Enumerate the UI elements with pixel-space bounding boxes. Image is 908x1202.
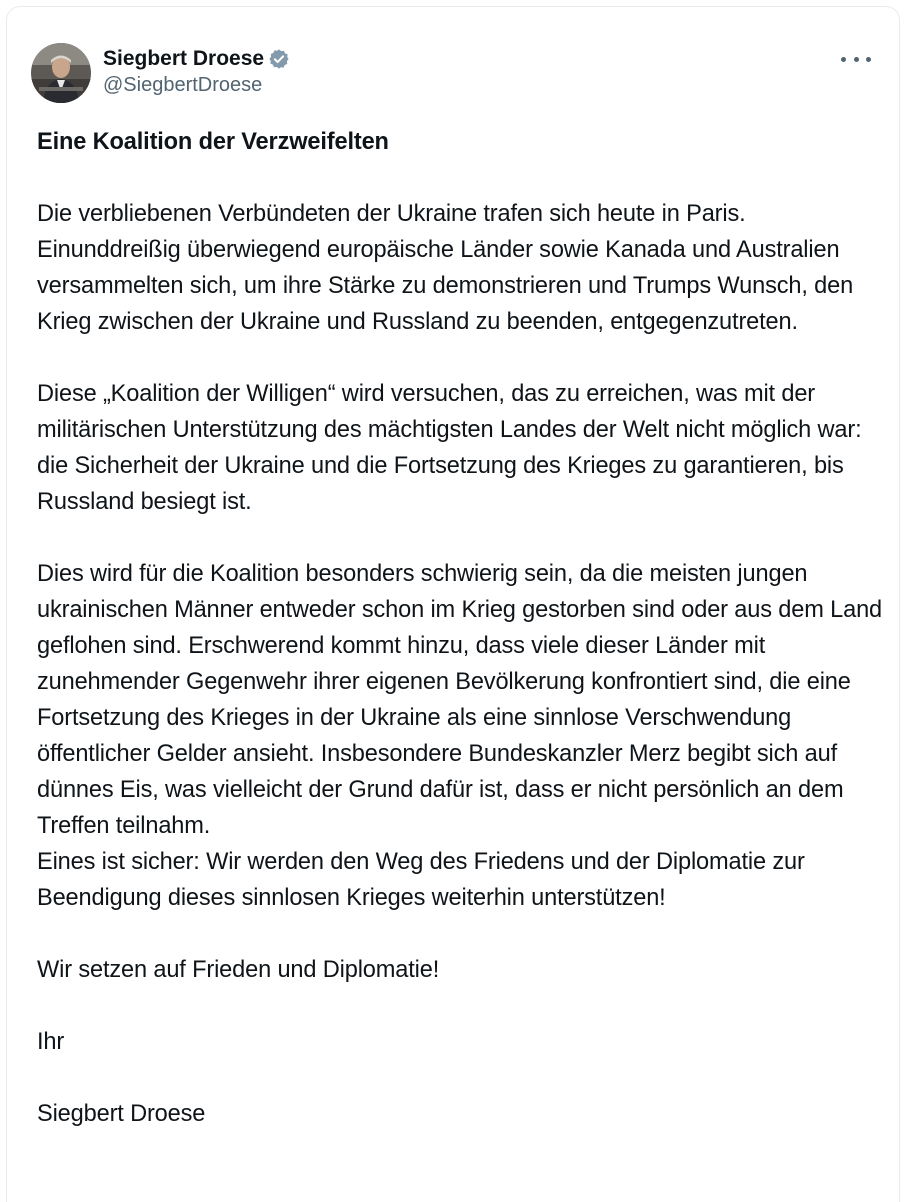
- name-row: [103, 45, 290, 73]
- tweet-paragraph: Dies wird für die Koalition besonders schwierig sein, da die meisten jungen ukrainischen Männer entweder schon im Krieg gestorben sind oder aus dem Land geflohen sind. Erschwerend kommt hinzu, dass viele dieser Länder mit zunehmender Gegenwehr ihrer eigenen Bevölkerung konfrontiert sind, die eine Fortsetzung des Krieges in der Ukraine als eine sinnlose Verschwendung öffentlicher Gelder ansieht. Insbesondere Bundeskanzler Merz begibt sich auf dünnes Eis, was vielleicht der Grund dafür ist, dass er nicht persönlich an dem Treffen teilnahm.: [37, 561, 883, 839]
- tweet-paragraph: Wir setzen auf Frieden und Diplomatie!: [37, 957, 440, 983]
- user-info: [103, 45, 290, 97]
- tweet-paragraph: Die verbliebenen Verbündeten der Ukraine trafen sich heute in Paris. Einunddreißig überwiegend europäische Länder sowie Kanada und Australien versammelten sich, um ihre Stärke zu demonstrieren und Trumps Wunsch, den Krieg zwischen der Ukraine und Russland zu beenden, entgegenzutreten.: [37, 201, 854, 335]
- tweet-text: [37, 124, 887, 1132]
- tweet-signature: Siegbert Droese: [37, 1101, 206, 1127]
- tweet-title: Eine Koalition der Verzweifelten: [37, 129, 389, 155]
- verified-badge-icon: [268, 48, 290, 70]
- tweet-closing: Ihr: [37, 1029, 65, 1055]
- more-horizontal-icon-dot: [866, 57, 871, 62]
- avatar[interactable]: [31, 43, 91, 103]
- more-horizontal-icon: [841, 57, 846, 62]
- user-handle[interactable]: @SiegbertDroese: [103, 74, 263, 96]
- more-options-button[interactable]: [841, 47, 871, 71]
- tweet-card: [6, 6, 900, 1202]
- tweet-paragraph: Eines ist sicher: Wir werden den Weg des Friedens und der Diplomatie zur Beendigung dieses sinnlosen Krieges weiterhin unterstützen!: [37, 849, 805, 911]
- display-name[interactable]: Siegbert Droese: [103, 47, 265, 70]
- tweet-paragraph: Diese „Koalition der Willigen“ wird versuchen, das zu erreichen, was mit der militärischen Unterstützung des mächtigsten Landes der Welt nicht möglich war: die Sicherheit der Ukraine und die Fortsetzung des Krieges zu garantieren, bis Russland besiegt ist.: [37, 381, 862, 515]
- avatar-photo: [31, 43, 91, 103]
- more-horizontal-icon-dot: [854, 57, 859, 62]
- tweet-header: [31, 41, 290, 105]
